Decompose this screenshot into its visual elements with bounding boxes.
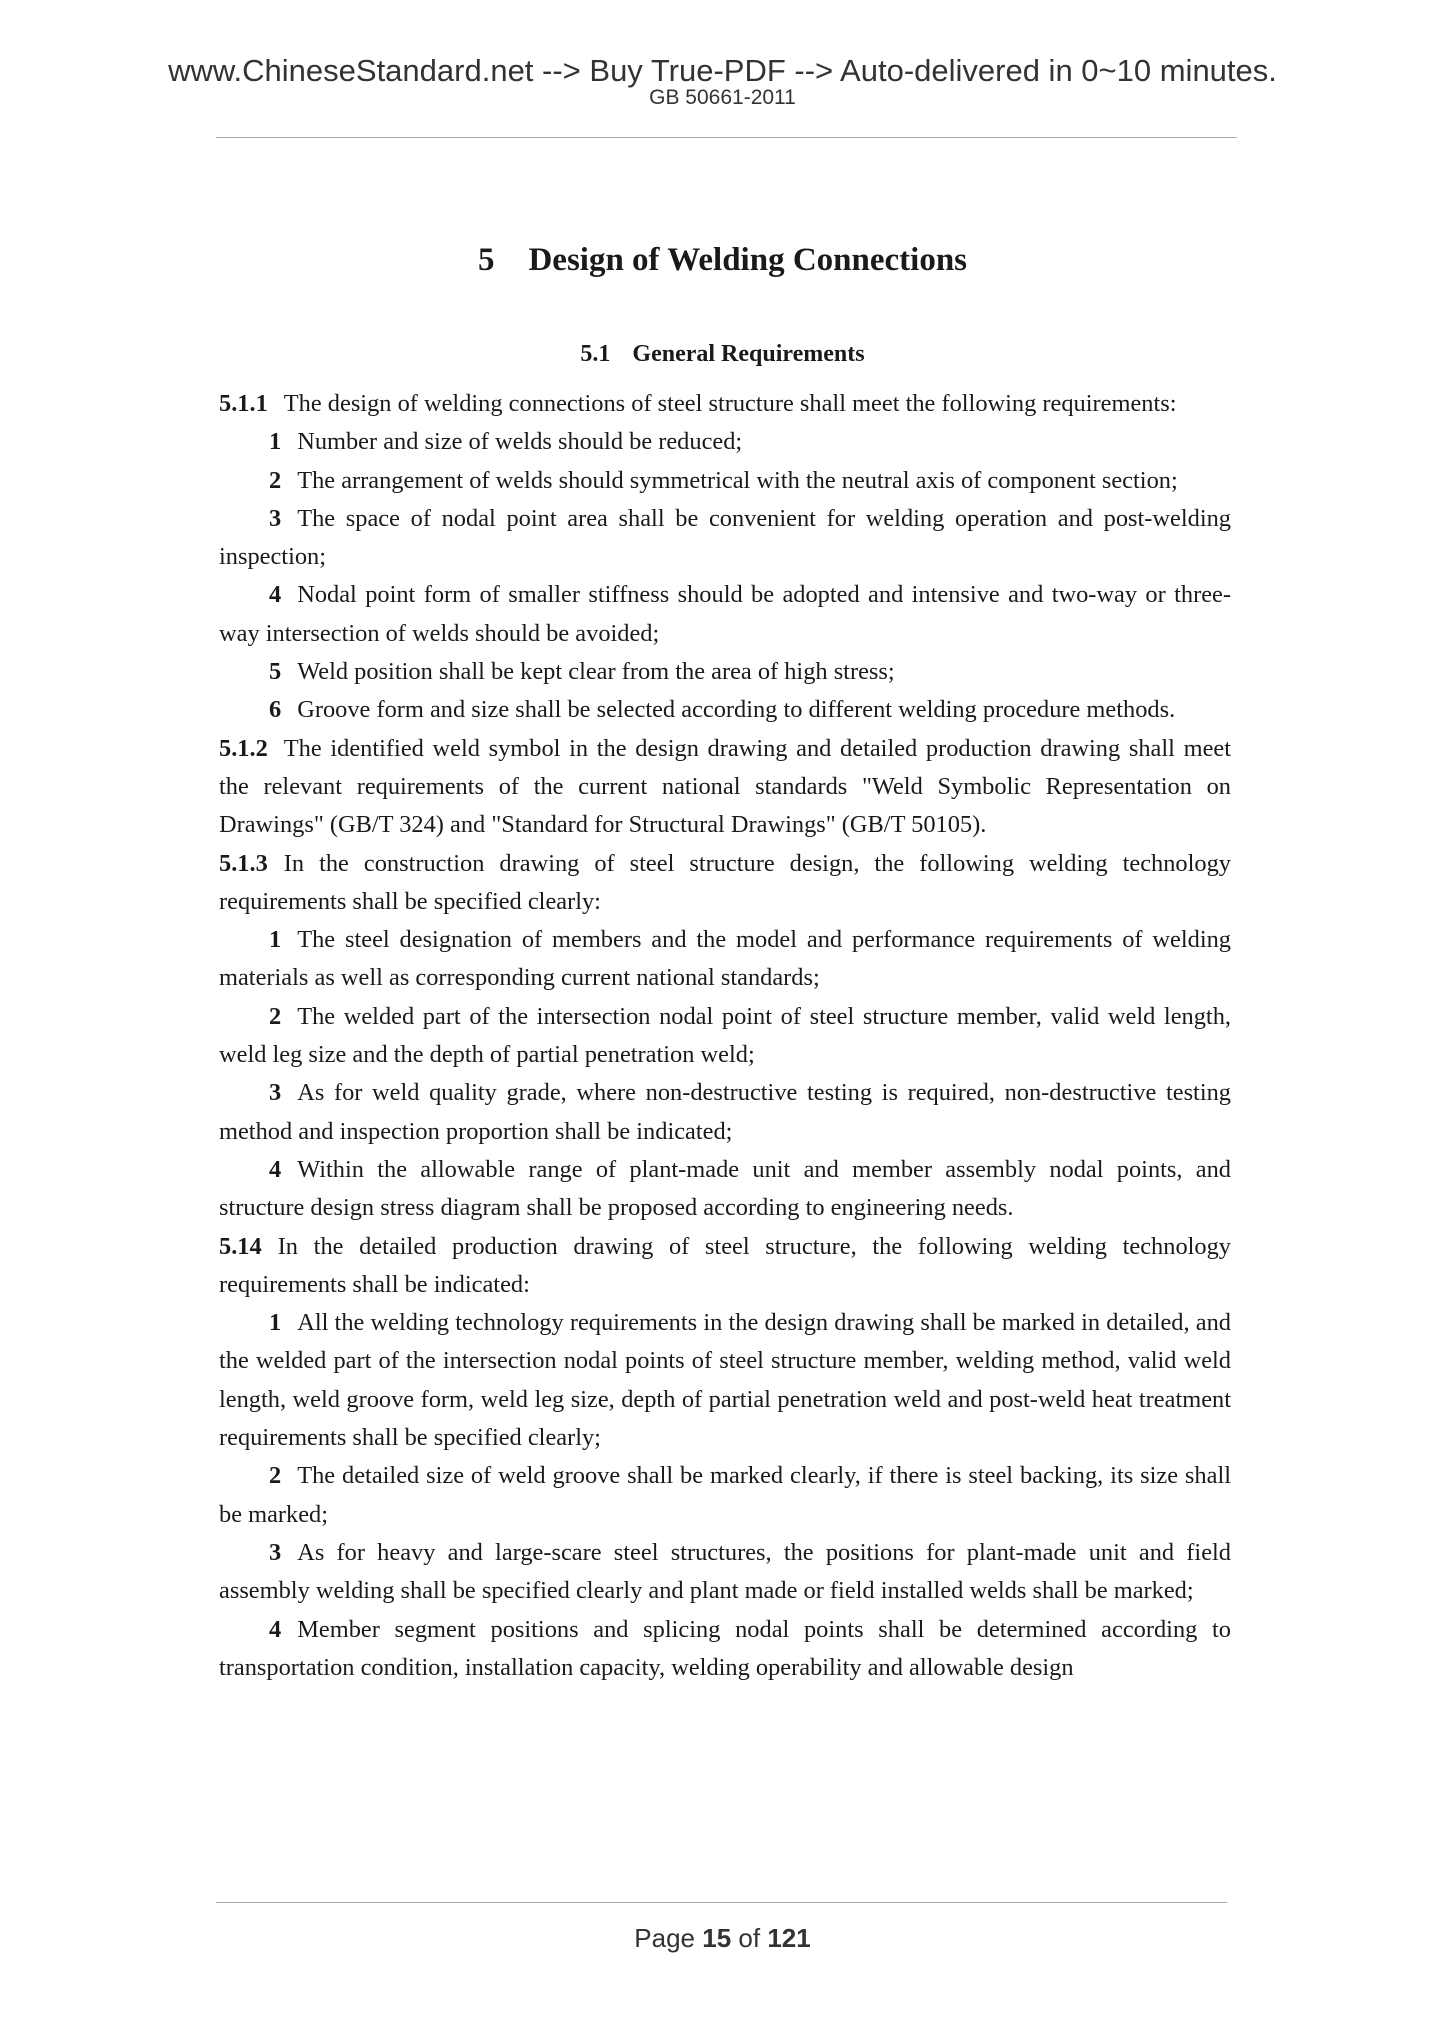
item-number: 6 bbox=[269, 696, 282, 724]
section-title-text: General Requirements bbox=[632, 341, 865, 367]
list-item bbox=[219, 462, 1231, 500]
chapter-number: 5 bbox=[477, 242, 495, 278]
clause-number: 5.1.2 bbox=[219, 734, 268, 762]
item-number: 4 bbox=[269, 1155, 282, 1183]
item-text: Weld position shall be kept clear from the area of high stress; bbox=[297, 658, 895, 686]
current-page-number: 15 bbox=[702, 1923, 732, 1953]
item-number: 3 bbox=[269, 1538, 282, 1566]
item-text: Number and size of welds should be reduced; bbox=[297, 428, 743, 456]
clause-text: The design of welding connections of steel structure shall meet the following requirements: bbox=[283, 390, 1177, 417]
clause-5-1-3 bbox=[219, 845, 1231, 922]
list-item bbox=[219, 921, 1231, 998]
item-number: 1 bbox=[269, 1309, 282, 1337]
list-item bbox=[219, 576, 1231, 653]
site-banner: www.ChineseStandard.net --> Buy True-PDF --> Auto-delivered in 0~10 minutes. bbox=[168, 53, 1277, 88]
chapter-title bbox=[0, 233, 1445, 287]
item-number: 2 bbox=[269, 1002, 282, 1030]
clause-5-1-2 bbox=[219, 730, 1231, 845]
footer-divider bbox=[216, 1902, 1227, 1903]
document-body bbox=[219, 385, 1231, 1687]
item-text: The space of nodal point area shall be convenient for welding operation and post-welding inspection; bbox=[219, 504, 1231, 571]
item-text: Groove form and size shall be selected according to different welding procedure methods. bbox=[297, 696, 1176, 724]
item-text: The welded part of the intersection nodal point of steel structure member, valid weld length, weld leg size and the depth of partial penetration weld; bbox=[219, 1002, 1231, 1069]
item-number: 4 bbox=[269, 581, 282, 609]
item-text: The arrangement of welds should symmetrical with the neutral axis of component section; bbox=[297, 466, 1178, 494]
standard-code: GB 50661-2011 bbox=[649, 86, 796, 109]
clause-5-1-4 bbox=[219, 1228, 1231, 1305]
item-number: 2 bbox=[269, 1462, 282, 1490]
section-title bbox=[0, 334, 1445, 374]
item-number: 3 bbox=[269, 1079, 282, 1107]
list-item bbox=[219, 1304, 1231, 1457]
total-page-count: 121 bbox=[767, 1923, 811, 1953]
list-item bbox=[219, 500, 1231, 577]
clause-number: 5.14 bbox=[219, 1232, 262, 1260]
page-label: Page bbox=[634, 1923, 696, 1953]
page-of-label: of bbox=[738, 1923, 761, 1953]
page-footer bbox=[0, 1922, 1445, 1954]
clause-text: The identified weld symbol in the design drawing and detailed production drawing shall meet the relevant requirements of the current national standards "Weld Symbolic Representation on Drawings" (GB/T 324) and "Standard for Structural Drawings" (GB/T 50105). bbox=[219, 734, 1231, 839]
item-number: 3 bbox=[269, 504, 282, 532]
list-item bbox=[219, 998, 1231, 1075]
clause-text: In the detailed production drawing of steel structure, the following welding technology requirements shall be indicated: bbox=[219, 1232, 1231, 1298]
item-text: Member segment positions and splicing nodal points shall be determined according to transportation condition, installation capacity, welding operability and allowable design bbox=[219, 1615, 1231, 1681]
item-text: As for weld quality grade, where non-destructive testing is required, non-destructive testing method and inspection proportion shall be indicated; bbox=[219, 1079, 1231, 1145]
list-item bbox=[219, 1611, 1231, 1688]
list-item bbox=[219, 653, 1231, 691]
item-number: 4 bbox=[269, 1615, 282, 1643]
list-item bbox=[219, 691, 1231, 729]
chapter-title-text: Design of Welding Connections bbox=[528, 242, 968, 278]
item-text: Nodal point form of smaller stiffness should be adopted and intensive and two-way or three-way intersection of welds should be avoided; bbox=[219, 581, 1231, 647]
clause-number: 5.1.1 bbox=[219, 390, 268, 417]
item-text: Within the allowable range of plant-made unit and member assembly nodal points, and structure design stress diagram shall be proposed according to engineering needs. bbox=[219, 1155, 1231, 1222]
list-item bbox=[219, 423, 1231, 461]
item-number: 5 bbox=[269, 658, 282, 686]
item-number: 1 bbox=[269, 428, 282, 456]
clause-number: 5.1.3 bbox=[219, 849, 268, 877]
item-text: The detailed size of weld groove shall be marked clearly, if there is steel backing, its size shall be marked; bbox=[219, 1462, 1231, 1528]
clause-text: In the construction drawing of steel structure design, the following welding technology requirements shall be specified clearly: bbox=[219, 849, 1231, 915]
item-text: All the welding technology requirements in the design drawing shall be marked in detailed, and the welded part of the intersection nodal points of steel structure member, welding method, valid weld length, weld groove form, weld leg size, depth of partial penetration weld and post-weld heat treatment requirements shall be specified clearly; bbox=[219, 1309, 1231, 1452]
list-item bbox=[219, 1534, 1231, 1611]
item-number: 2 bbox=[269, 466, 282, 494]
list-item bbox=[219, 1457, 1231, 1534]
item-text: As for heavy and large-scare steel structures, the positions for plant-made unit and field assembly welding shall be specified clearly and plant made or field installed welds shall be marked; bbox=[219, 1538, 1231, 1605]
item-text: The steel designation of members and the model and performance requirements of welding materials as well as corresponding current national standards; bbox=[219, 926, 1231, 992]
clause-5-1-1 bbox=[219, 385, 1231, 423]
list-item bbox=[219, 1151, 1231, 1228]
header-divider bbox=[216, 137, 1237, 138]
list-item bbox=[219, 1074, 1231, 1151]
item-number: 1 bbox=[269, 926, 282, 954]
section-number: 5.1 bbox=[580, 341, 611, 367]
